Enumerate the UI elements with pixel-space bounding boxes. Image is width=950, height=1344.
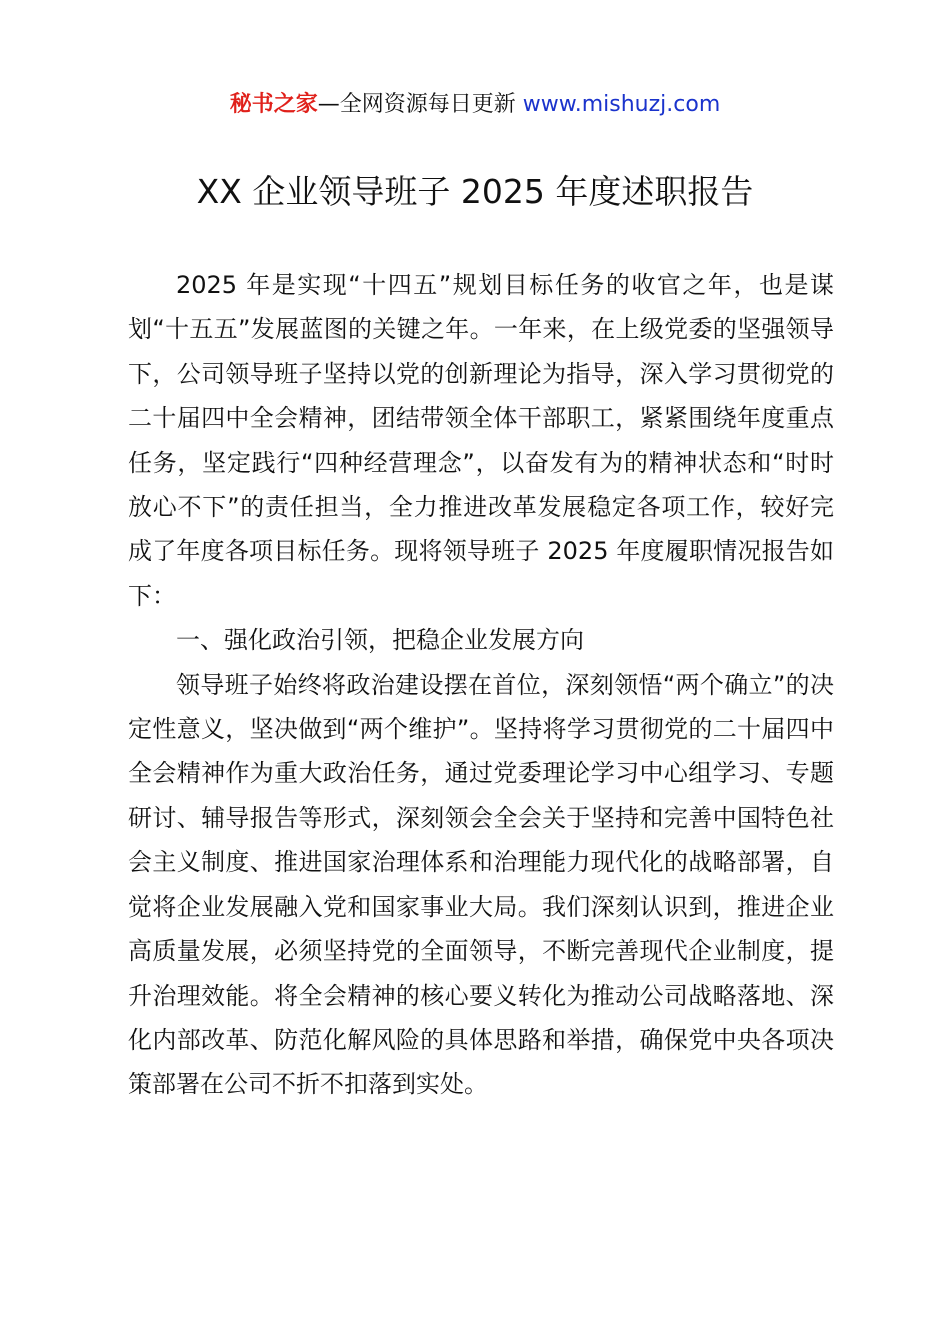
header-slogan: —全网资源每日更新	[317, 92, 523, 117]
section-paragraph: 领导班子始终将政治建设摆在首位，深刻领悟“两个确立”的决定性意义，坚决做到“两个维护”。坚持将学习贯彻党的二十届四中全会精神作为重大政治任务，通过党委理论学习中心组学习、专题研讨、辅导报告等形式，深刻领会全会关于坚持和完善中国特色社会主义制度、推进国家治理体系和治理能力现代化的战略部署，自觉将企业发展融入党和国家事业大局。我们深刻认识到，推进企业高质量发展，必须坚持党的全面领导，不断完善现代企业制度，提升治理效能。将全会精神的核心要义转化为推动公司战略落地、深化内部改革、防范化解风险的具体思路和举措，确保党中央各项决策部署在公司不折不扣落到实处。	[128, 670, 834, 1099]
page-header	[0, 88, 950, 122]
brand-name: 秘书之家	[229, 92, 318, 117]
intro-paragraph: 2025 年是实现“十四五”规划目标任务的收官之年，也是谋划“十五五”发展蓝图的关键之年。一年来，在上级党委的坚强领导下，公司领导班子坚持以党的创新理论为指导，深入学习贯彻党的二十届四中全会精神，团结带领全体干部职工，紧紧围绕年度重点任务，坚定践行“四种经营理念”，以奋发有为的精神状态和“时时放心不下”的责任担当，全力推进改革发展稳定各项工作，较好完成了年度各项目标任务。现将领导班子 2025 年度履职情况报告如下：	[128, 271, 834, 610]
document-body	[128, 263, 834, 1107]
website-link[interactable]: www.mishuzj.com	[522, 92, 721, 117]
document-title: XX 企业领导班子 2025 年度述职报告	[196, 172, 754, 211]
section-heading: 一、强化政治引领，把稳企业发展方向	[176, 626, 584, 655]
